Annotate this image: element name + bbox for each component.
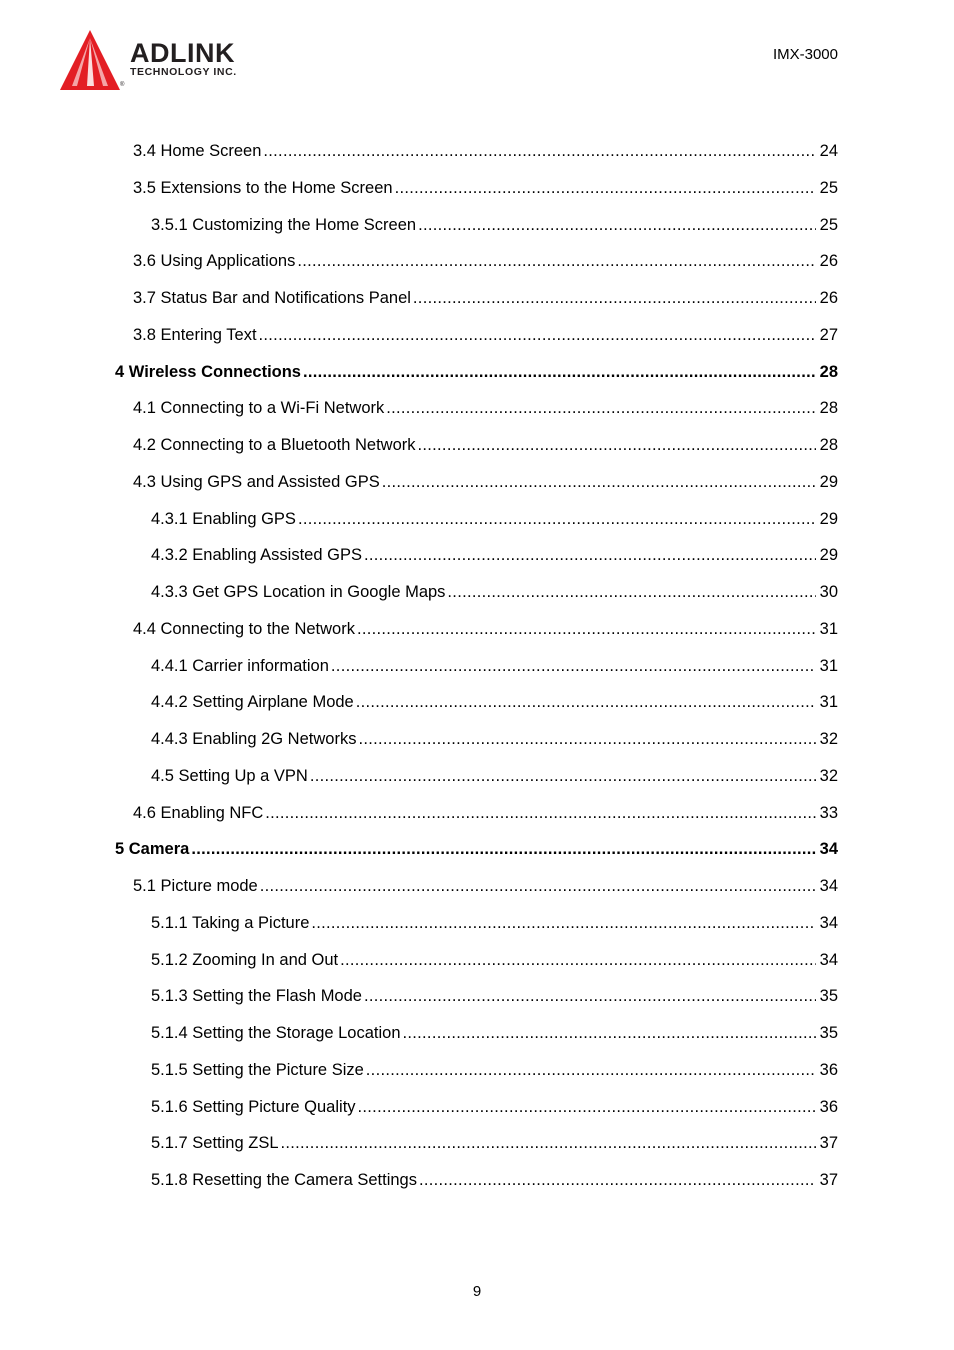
toc-dot-leader: [366, 1060, 816, 1080]
toc-entry-page: 35: [819, 987, 838, 1005]
toc-dot-leader: [331, 656, 816, 676]
logo-name: ADLINK: [130, 38, 235, 68]
toc-entry-title: 4.4.2 Setting Airplane Mode: [151, 693, 354, 711]
toc-entry[interactable]: [151, 1170, 838, 1190]
toc-entry[interactable]: [151, 729, 838, 749]
toc-entry-page: 25: [819, 179, 838, 197]
toc-entry-title: 4.3.2 Enabling Assisted GPS: [151, 546, 362, 564]
toc-entry-page: 31: [819, 620, 838, 638]
page-number: 9: [472, 1283, 482, 1300]
toc-entry-title: 5.1.7 Setting ZSL: [151, 1134, 279, 1152]
toc-dot-leader: [418, 435, 816, 455]
toc-entry-page: 29: [819, 473, 838, 491]
toc-dot-leader: [298, 509, 816, 529]
document-id: IMX-3000: [772, 46, 838, 63]
toc-entry-title: 4.3.3 Get GPS Location in Google Maps: [151, 583, 446, 601]
toc-entry-page: 37: [819, 1171, 838, 1189]
toc-dot-leader: [418, 215, 816, 235]
toc-entry-page: 29: [819, 546, 838, 564]
toc-entry[interactable]: [133, 472, 838, 492]
toc-dot-leader: [357, 619, 816, 639]
toc-entry-title: 4.4.1 Carrier information: [151, 657, 329, 675]
toc-dot-leader: [260, 876, 816, 896]
toc-dot-leader: [419, 1170, 816, 1190]
toc-entry[interactable]: [133, 288, 838, 308]
toc-entry-page: 29: [819, 510, 838, 528]
toc-entry-title: 3.4 Home Screen: [133, 142, 262, 160]
toc-entry-title: 3.8 Entering Text: [133, 326, 257, 344]
toc-entry[interactable]: [151, 545, 838, 565]
toc-dot-leader: [358, 1097, 816, 1117]
toc-entry[interactable]: [133, 141, 838, 161]
toc-dot-leader: [403, 1023, 816, 1043]
toc-entry-page: 28: [819, 436, 838, 454]
toc-dot-leader: [386, 398, 815, 418]
toc-entry-title: 5.1.8 Resetting the Camera Settings: [151, 1171, 417, 1189]
toc-entry[interactable]: [151, 950, 838, 970]
toc-entry-page: 24: [819, 142, 838, 160]
toc-entry-title: 3.6 Using Applications: [133, 252, 296, 270]
toc-entry[interactable]: [133, 325, 838, 345]
toc-dot-leader: [364, 545, 816, 565]
toc-entry-page: 36: [819, 1061, 838, 1079]
toc-entry-title: 4.3.1 Enabling GPS: [151, 510, 296, 528]
toc-entry[interactable]: [115, 362, 838, 382]
toc-entry[interactable]: [133, 619, 838, 639]
toc-entry-page: 32: [819, 730, 838, 748]
toc-entry-page: 35: [819, 1024, 838, 1042]
toc-dot-leader: [303, 362, 816, 382]
toc-entry[interactable]: [115, 839, 838, 859]
toc-entry-page: 27: [819, 326, 838, 344]
toc-entry-title: 5.1 Picture mode: [133, 877, 258, 895]
toc-entry-title: 3.5.1 Customizing the Home Screen: [151, 216, 417, 234]
toc-dot-leader: [297, 251, 815, 271]
toc-entry-title: 5 Camera: [115, 840, 190, 858]
toc-dot-leader: [311, 913, 815, 933]
toc-dot-leader: [382, 472, 816, 492]
logo-registered-mark: ®: [120, 82, 125, 88]
toc-entry-title: 4.1 Connecting to a Wi-Fi Network: [133, 399, 385, 417]
toc-entry-page: 26: [819, 289, 838, 307]
toc-entry-title: 5.1.3 Setting the Flash Mode: [151, 987, 362, 1005]
toc-dot-leader: [263, 141, 815, 161]
toc-dot-leader: [265, 803, 815, 823]
toc-entry-page: 34: [819, 951, 838, 969]
toc-entry-title: 5.1.2 Zooming In and Out: [151, 951, 339, 969]
toc-entry-page: 34: [819, 840, 838, 858]
toc-dot-leader: [310, 766, 816, 786]
toc-entry-page: 32: [819, 767, 838, 785]
toc-entry[interactable]: [151, 656, 838, 676]
toc-entry-page: 34: [819, 914, 838, 932]
toc-entry[interactable]: [151, 1097, 838, 1117]
toc-entry-page: 25: [819, 216, 838, 234]
logo-subtitle: TECHNOLOGY INC.: [130, 66, 237, 78]
toc-entry-page: 36: [819, 1098, 838, 1116]
toc-dot-leader: [191, 839, 815, 859]
toc-entry[interactable]: [151, 766, 838, 786]
toc-entry-page: 31: [819, 657, 838, 675]
toc-dot-leader: [358, 729, 815, 749]
toc-entry-title: 5.1.4 Setting the Storage Location: [151, 1024, 401, 1042]
toc-entry[interactable]: [151, 1133, 838, 1153]
toc-entry-title: 4.3 Using GPS and Assisted GPS: [133, 473, 380, 491]
toc-entry[interactable]: [133, 876, 838, 896]
toc-entry[interactable]: [151, 215, 838, 235]
toc-entry-title: 4 Wireless Connections: [115, 363, 301, 381]
toc-dot-leader: [364, 986, 816, 1006]
toc-entry[interactable]: [151, 913, 838, 933]
toc-entry[interactable]: [133, 178, 838, 198]
toc-entry[interactable]: [133, 398, 838, 418]
toc-entry-page: 37: [819, 1134, 838, 1152]
toc-entry-page: 28: [819, 363, 838, 381]
toc-entry-page: 26: [819, 252, 838, 270]
toc-entry-page: 33: [819, 804, 838, 822]
toc-entry-title: 5.1.1 Taking a Picture: [151, 914, 310, 932]
toc-entry-title: 5.1.5 Setting the Picture Size: [151, 1061, 364, 1079]
toc-entry[interactable]: [133, 435, 838, 455]
toc-entry-title: 5.1.6 Setting Picture Quality: [151, 1098, 356, 1116]
toc-entry[interactable]: [133, 251, 838, 271]
toc-entry-title: 3.5 Extensions to the Home Screen: [133, 179, 393, 197]
toc-dot-leader: [281, 1133, 816, 1153]
toc-entry-title: 4.2 Connecting to a Bluetooth Network: [133, 436, 416, 454]
company-logo: [58, 28, 270, 96]
toc-entry[interactable]: [151, 692, 838, 712]
toc-entry[interactable]: [151, 986, 838, 1006]
toc-entry-title: 3.7 Status Bar and Notifications Panel: [133, 289, 411, 307]
toc-entry-page: 28: [819, 399, 838, 417]
toc-entry-page: 34: [819, 877, 838, 895]
toc-entry-title: 4.4 Connecting to the Network: [133, 620, 355, 638]
toc-dot-leader: [395, 178, 816, 198]
toc-entry-page: 31: [819, 693, 838, 711]
toc-entry-title: 4.6 Enabling NFC: [133, 804, 264, 822]
toc-dot-leader: [413, 288, 816, 308]
toc-dot-leader: [340, 950, 816, 970]
toc-entry[interactable]: [133, 803, 838, 823]
toc-entry[interactable]: [151, 582, 838, 602]
toc-entry-title: 4.5 Setting Up a VPN: [151, 767, 308, 785]
toc-dot-leader: [356, 692, 816, 712]
toc-dot-leader: [447, 582, 815, 602]
toc-entry[interactable]: [151, 509, 838, 529]
toc-entry-page: 30: [819, 583, 838, 601]
toc-entry[interactable]: [151, 1023, 838, 1043]
toc-dot-leader: [259, 325, 816, 345]
toc-entry[interactable]: [151, 1060, 838, 1080]
toc-entry-title: 4.4.3 Enabling 2G Networks: [151, 730, 357, 748]
